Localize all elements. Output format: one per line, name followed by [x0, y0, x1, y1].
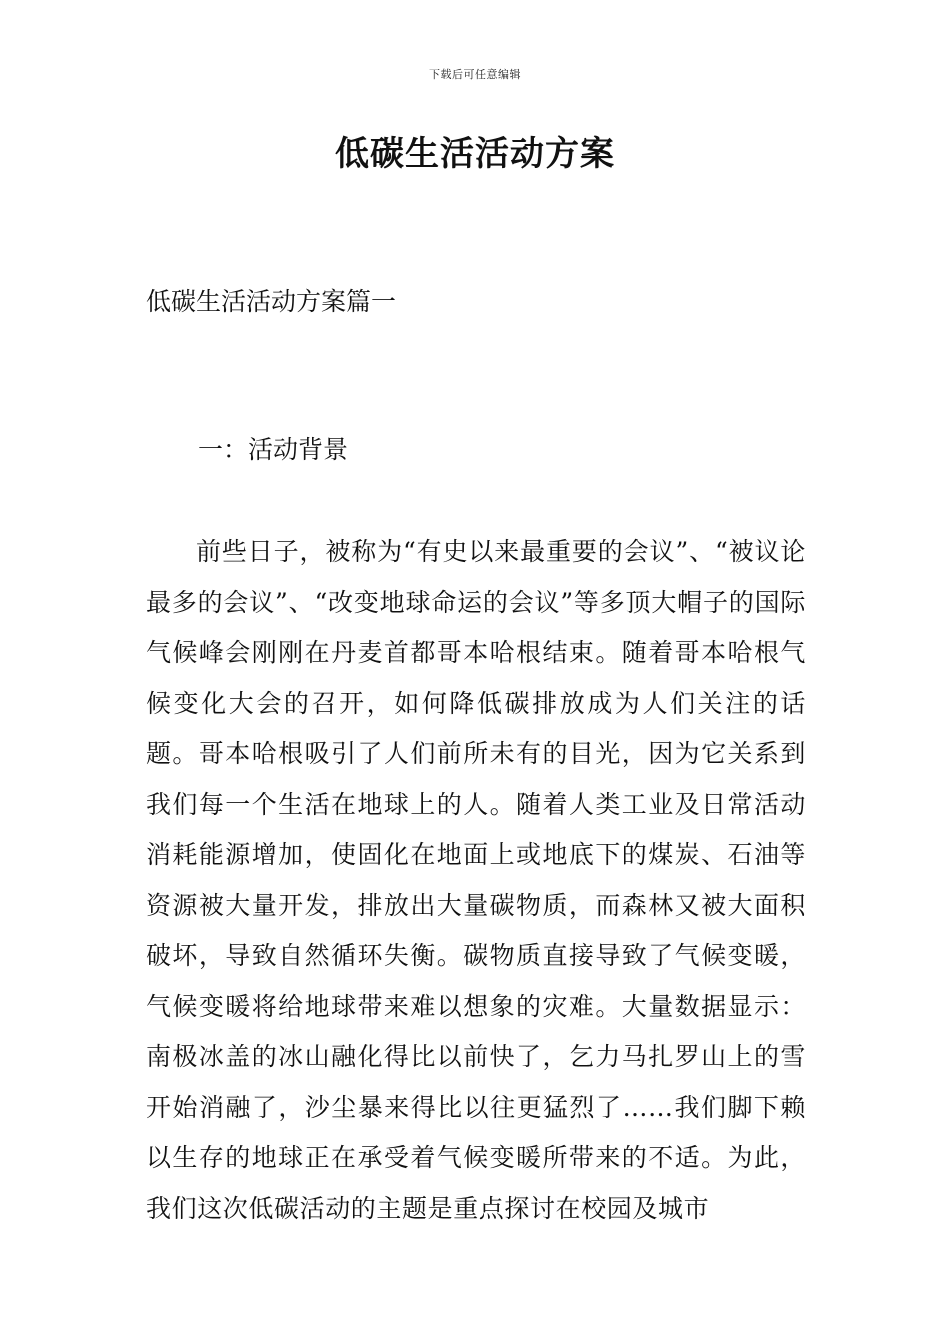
document-title: 低碳生活活动方案: [335, 134, 615, 174]
body-paragraph: 前些日子，被称为“有史以来最重要的会议”、“被议论最多的会议”、“改变地球命运的会议”等多顶大帽子的国际气候峰会刚刚在丹麦首都哥本哈根结束。随着哥本哈根气候变化大会的召开，如何降低碳排放成为人们关注的话题。哥本哈根吸引了人们前所未有的目光，因为它关系到我们每一个生活在地球上的人。随着人类工业及日常活动消耗能源增加，使固化在地面上或地底下的煤炭、石油等资源被大量开发，排放出大量碳物质，而森林又被大面积破坏，导致自然循环失衡。碳物质直接导致了气候变暖，气候变暖将给地球带来难以想象的灾难。大量数据显示：南极冰盖的冰山融化得比以前快了，乞力马扎罗山上的雪开始消融了，沙尘暴来得比以往更猛烈了……我们脚下赖以生存的地球正在承受着气候变暖所带来的不适。为此，我们这次低碳活动的主题是重点探讨在校园及城市: [146, 537, 806, 1223]
header-note: 下载后可任意编辑: [429, 68, 521, 81]
document-subtitle: 低碳生活活动方案篇一: [146, 287, 397, 316]
section-heading: 一：活动背景: [198, 435, 349, 464]
